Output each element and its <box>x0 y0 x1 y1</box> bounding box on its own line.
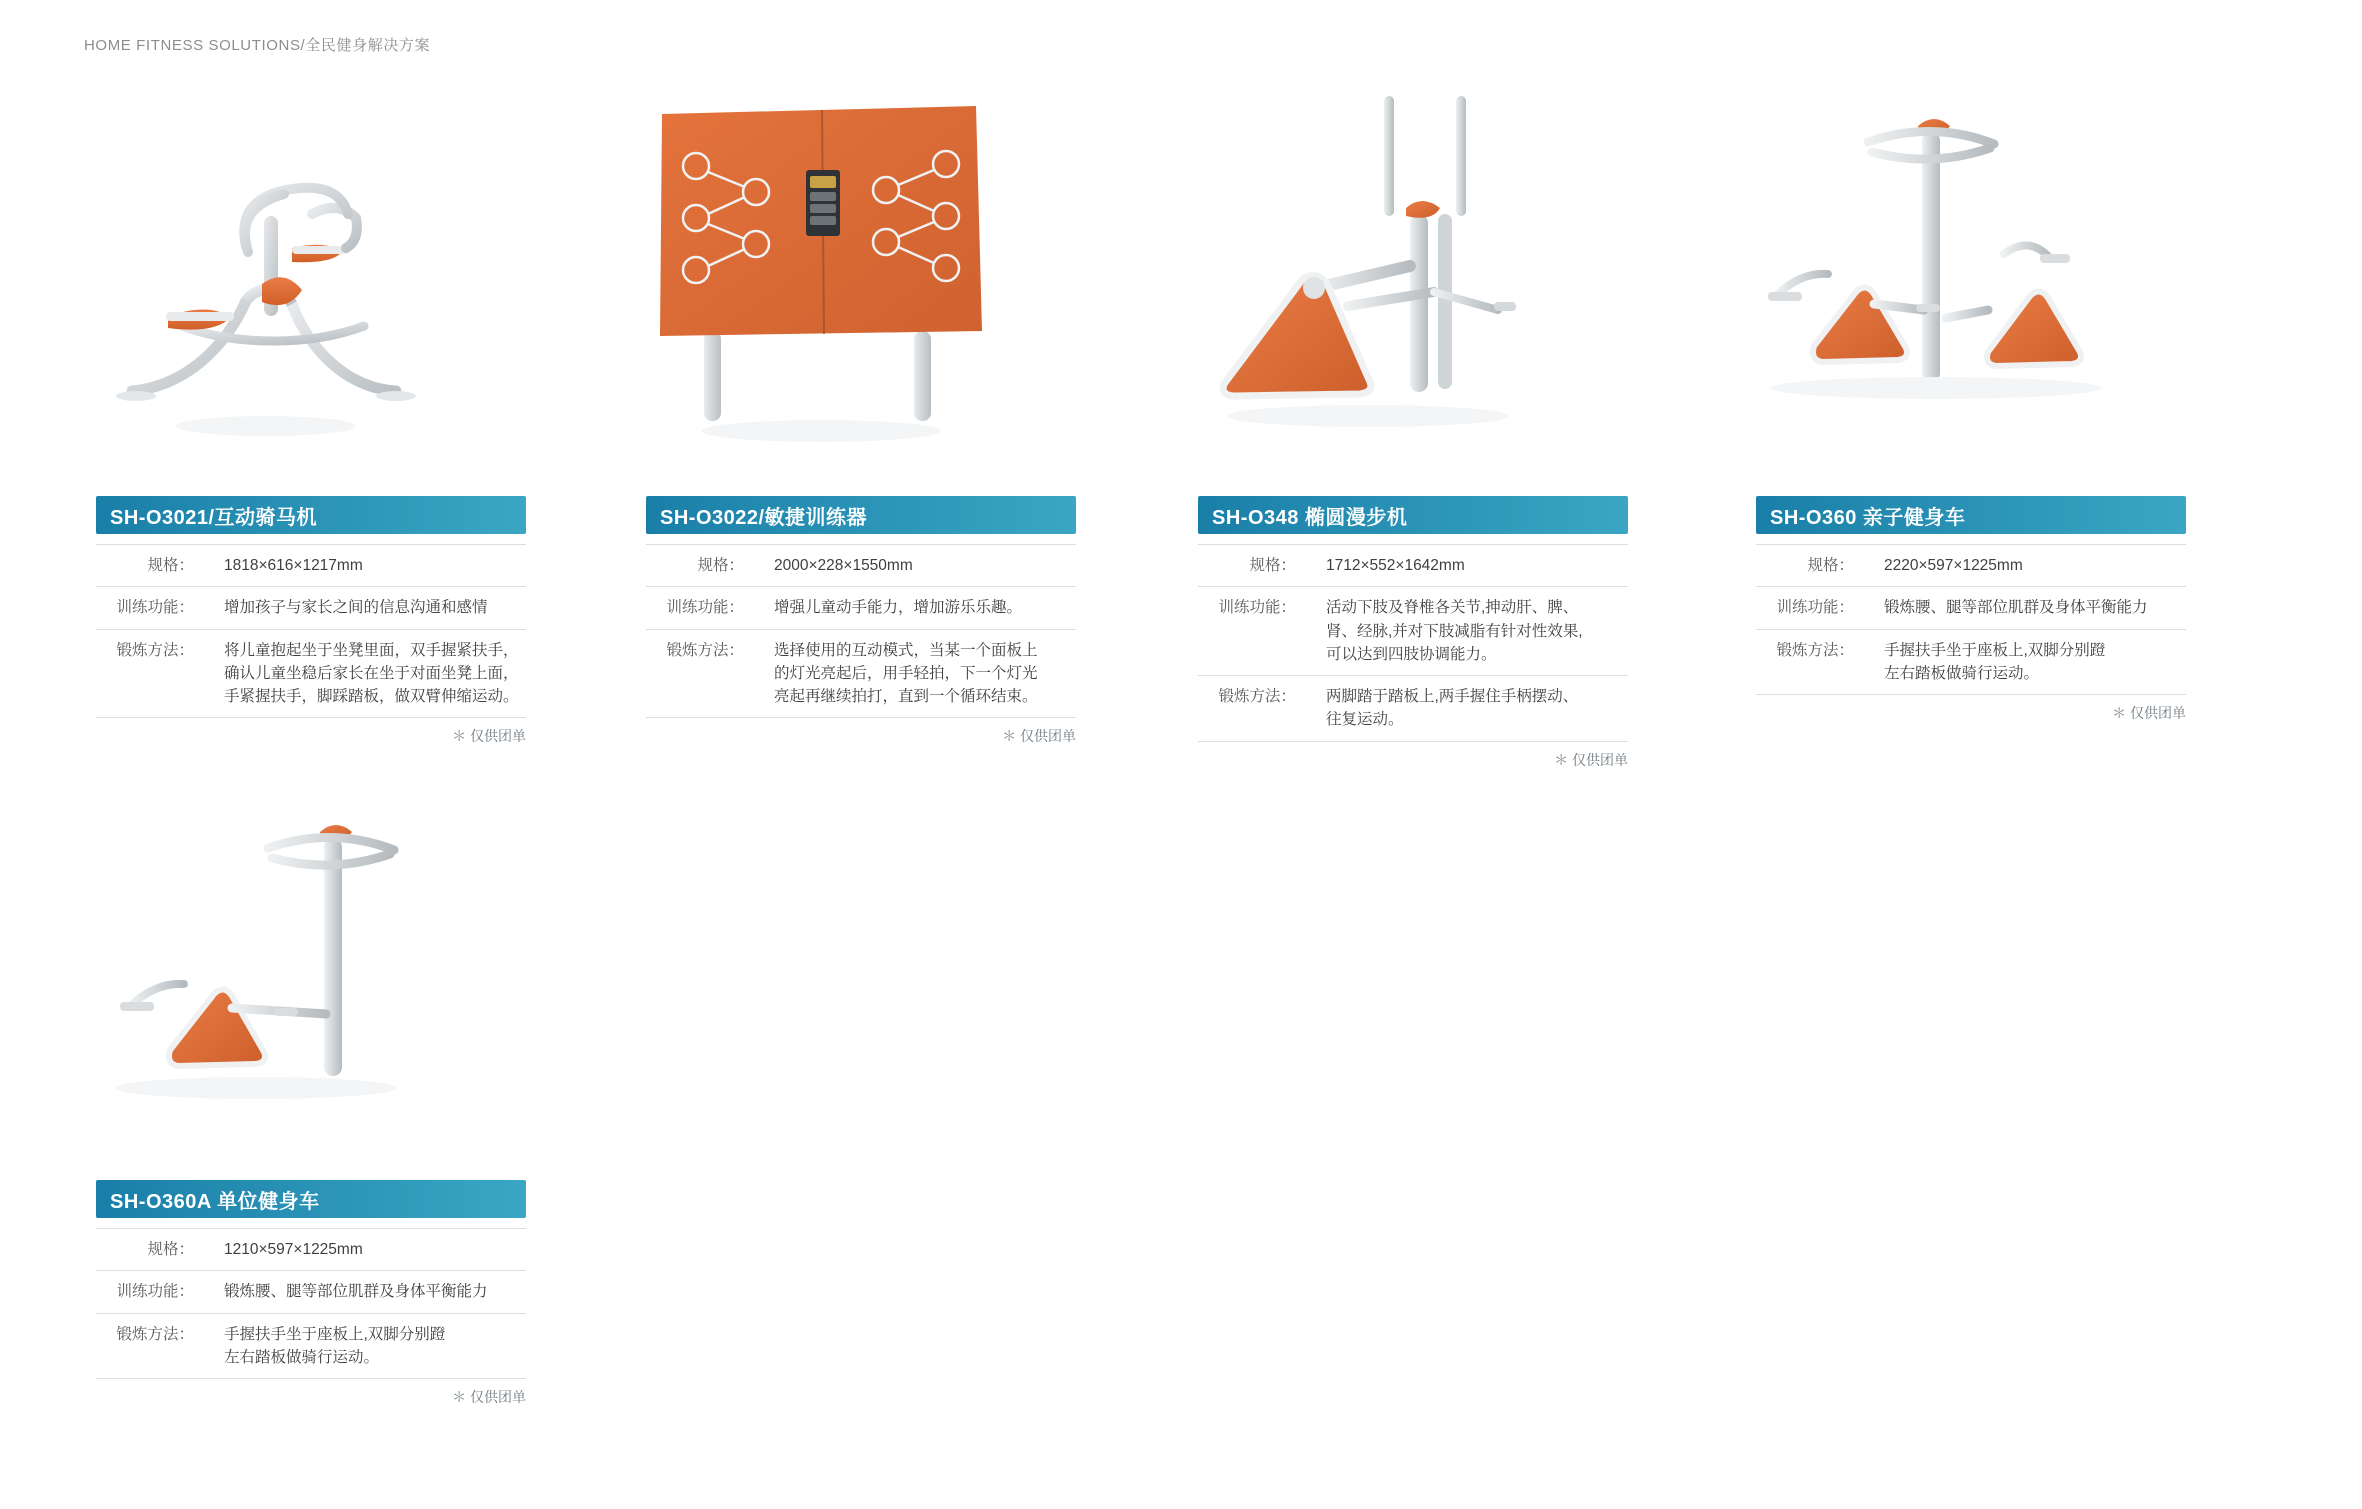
product-card <box>1756 96 2186 723</box>
method-value <box>1310 676 1628 742</box>
spec-value: 2220×597×1225mm <box>1868 545 2186 587</box>
method-label: 锻炼方法： <box>1198 676 1310 742</box>
text-line: 将儿童抱起坐于坐凳里面，双手握紧扶手， <box>224 641 519 659</box>
function-label: 训练功能： <box>646 587 758 629</box>
table-row <box>1756 545 2186 587</box>
table-row <box>96 1229 526 1271</box>
spec-label: 规格： <box>1198 545 1310 587</box>
table-row <box>96 629 526 718</box>
group-order-note: ＊ 仅供团单 <box>1554 751 1628 768</box>
product-image-interactive-horse-riding-machine <box>96 96 526 496</box>
function-value <box>758 587 1076 629</box>
product-title-text: SH-O3021/互动骑马机 <box>110 506 318 529</box>
method-value <box>1868 629 2186 695</box>
product-title <box>646 496 1076 534</box>
product-spec-table <box>1756 544 2186 695</box>
text-line: 亮起再继续拍打，直到一个循环结束。 <box>774 688 1038 705</box>
product-card <box>96 780 526 1407</box>
function-label: 训练功能： <box>1198 587 1310 676</box>
text-line: 的灯光亮起后，用手轻拍，下一个灯光 <box>774 664 1038 682</box>
method-label: 锻炼方法： <box>96 629 208 718</box>
group-order-note: ＊ 仅供团单 <box>1002 728 1076 745</box>
page-header: HOME FITNESS SOLUTIONS/全民健身解决方案 <box>84 37 431 54</box>
text-line: 左右踏板做骑行运动。 <box>224 1348 380 1366</box>
product-spec-table <box>96 1228 526 1379</box>
product-spec-table <box>96 544 526 718</box>
product-image-parent-child-exercise-bike <box>1756 96 2186 496</box>
text-line: 选择使用的互动模式，当某一个面板上 <box>774 641 1038 659</box>
table-row <box>96 545 526 587</box>
table-row <box>646 629 1076 718</box>
text-line: 确认儿童坐稳后家长在坐于对面坐凳上面， <box>224 664 519 682</box>
product-card <box>96 96 526 746</box>
table-row <box>1198 545 1628 587</box>
table-row <box>1198 676 1628 742</box>
product-card <box>1198 96 1628 770</box>
text-line: 手握扶手坐于座板上,双脚分别蹬 <box>1884 641 2106 659</box>
text-line: 往复运动。 <box>1326 711 1404 729</box>
product-title-text: SH-O360A 单位健身车 <box>110 1190 320 1213</box>
function-value <box>208 587 526 629</box>
text-line: 增加孩子与家长之间的信息沟通和感情 <box>224 599 488 617</box>
function-value <box>1868 587 2186 629</box>
group-order-note: ＊ 仅供团单 <box>452 1389 526 1405</box>
product-card <box>646 96 1076 746</box>
spec-label: 规格： <box>1756 545 1868 587</box>
table-row <box>96 587 526 629</box>
spec-label: 规格： <box>646 545 758 587</box>
product-spec-table <box>1198 544 1628 742</box>
text-line: 肾、经脉,并对下肢减脂有针对性效果, <box>1326 622 1583 640</box>
function-label: 训练功能： <box>96 587 208 629</box>
text-line: 左右踏板做骑行运动。 <box>1884 664 2040 682</box>
spec-label: 规格： <box>96 1229 208 1271</box>
method-label: 锻炼方法： <box>96 1313 208 1379</box>
spec-label: 规格： <box>96 545 208 587</box>
text-line: 可以达到四肢协调能力。 <box>1326 645 1497 663</box>
product-title-text: SH-O348 椭圆漫步机 <box>1212 506 1408 529</box>
table-row <box>1198 587 1628 676</box>
product-title <box>96 496 526 534</box>
table-row <box>646 545 1076 587</box>
table-row <box>1756 587 2186 629</box>
product-spec-table <box>646 544 1076 718</box>
method-value <box>758 629 1076 718</box>
product-title <box>96 1180 526 1218</box>
method-value <box>208 629 526 718</box>
text-line: 手握扶手坐于座板上,双脚分别蹬 <box>224 1325 446 1343</box>
spec-value: 1210×597×1225mm <box>208 1229 526 1271</box>
function-label: 训练功能： <box>96 1271 208 1313</box>
method-label: 锻炼方法： <box>646 629 758 718</box>
spec-value: 1712×552×1642mm <box>1310 545 1628 587</box>
table-row <box>96 1271 526 1313</box>
function-value <box>1310 587 1628 676</box>
text-line: 锻炼腰、腿等部位肌群及身体平衡能力 <box>224 1283 488 1301</box>
function-label: 训练功能： <box>1756 587 1868 629</box>
product-image-agility-training-board <box>646 96 1076 496</box>
function-value <box>208 1271 526 1313</box>
table-row <box>96 1313 526 1379</box>
spec-value: 2000×228×1550mm <box>758 545 1076 587</box>
table-row <box>646 587 1076 629</box>
text-line: 两脚踏于踏板上,两手握住手柄摆动、 <box>1326 688 1579 705</box>
group-order-note: ＊ 仅供团单 <box>452 728 526 745</box>
spec-value: 1818×616×1217mm <box>208 545 526 587</box>
method-value <box>208 1313 526 1379</box>
product-title <box>1198 496 1628 534</box>
table-row <box>1756 629 2186 695</box>
text-line: 手紧握扶手，脚踩踏板，做双臂伸缩运动。 <box>224 688 519 705</box>
product-image-elliptical-walker <box>1198 96 1628 496</box>
product-title-text: SH-O360 亲子健身车 <box>1770 506 1966 529</box>
product-title-text: SH-O3022/敏捷训练器 <box>660 506 868 529</box>
product-image-single-exercise-bike <box>96 780 526 1180</box>
product-title <box>1756 496 2186 534</box>
text-line: 活动下肢及脊椎各关节,抻动肝、脾、 <box>1326 599 1579 617</box>
group-order-note: ＊ 仅供团单 <box>2112 705 2186 721</box>
text-line: 增强儿童动手能力，增加游乐乐趣。 <box>774 599 1023 617</box>
text-line: 锻炼腰、腿等部位肌群及身体平衡能力 <box>1884 599 2148 617</box>
method-label: 锻炼方法： <box>1756 629 1868 695</box>
